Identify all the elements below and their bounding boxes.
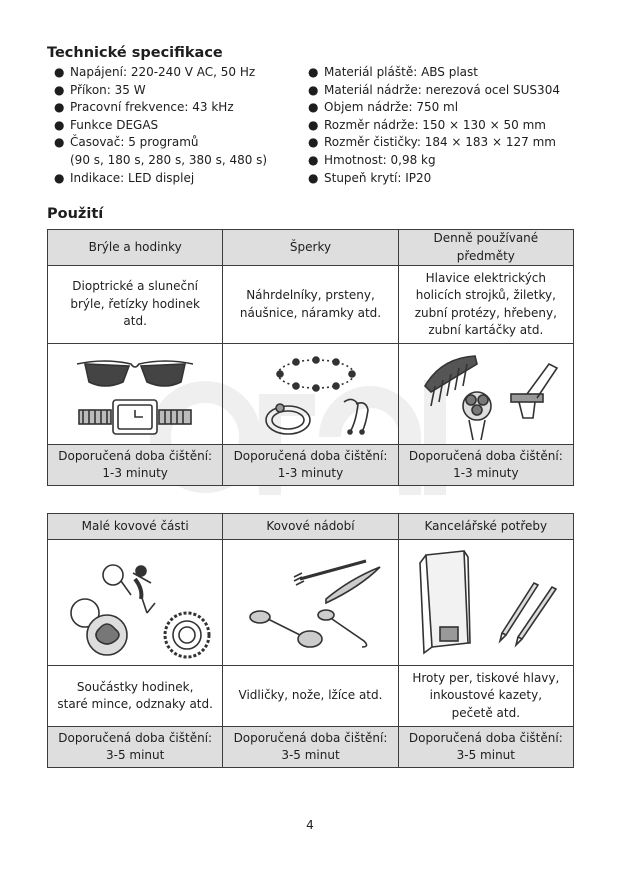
bullet-icon: ●: [308, 152, 319, 167]
image-cell: [398, 540, 573, 666]
cutlery-icon: [230, 543, 390, 663]
bullet-icon: ●: [308, 135, 319, 150]
bullet-icon: ●: [308, 82, 319, 97]
small-metal-parts-icon: [55, 543, 215, 663]
image-cell: [48, 344, 223, 445]
spec-item: ● Indikace: LED displej: [54, 170, 304, 188]
usage-table-1: [47, 229, 574, 486]
bullet-icon: ●: [54, 170, 65, 185]
table-cell: Součástky hodinek, staré mince, odznaky atd.: [48, 666, 223, 727]
table-cell: Hroty per, tiskové hlavy, inkoustové kazety, pečetě atd.: [398, 666, 573, 727]
spec-item: ● Časovač: 5 programů (90 s, 180 s, 280 s, 380 s, 480 s): [54, 134, 304, 169]
bullet-icon: ●: [308, 65, 319, 79]
table-cell: Hlavice elektrických holicích strojků, žiletky, zubní protézy, hřebeny, zubní kartáčky atd.: [398, 266, 573, 344]
bullet-icon: ●: [308, 117, 319, 132]
bullet-icon: ●: [54, 100, 65, 115]
table-cell: Doporučená doba čištění: 1-3 minuty: [48, 445, 223, 486]
image-cell: [48, 540, 223, 666]
bullet-icon: ●: [54, 65, 65, 79]
daily-items-icon: [411, 346, 561, 442]
glasses-and-watch-icon: [65, 346, 205, 442]
table-cell: Doporučená doba čištění: 1-3 minuty: [223, 445, 398, 486]
table-cell: Doporučená doba čištění: 3-5 minut: [48, 727, 223, 768]
spec-item: ● Rozměr čističky: 184 × 183 × 127 mm: [308, 134, 588, 152]
table-header: Brýle a hodinky: [48, 230, 223, 266]
spec-heading: Technické specifikace: [47, 45, 223, 61]
spec-item: ● Rozměr nádrže: 150 × 130 × 50 mm: [308, 117, 588, 135]
page-number: 4: [306, 818, 314, 832]
table-header: Denně používané předměty: [398, 230, 573, 266]
spec-list-right: [308, 64, 588, 187]
spec-item: ● Materiál nádrže: nerezová ocel SUS304: [308, 82, 588, 100]
bullet-icon: ●: [54, 117, 65, 132]
spec-item: ● Pracovní frekvence: 43 kHz: [54, 99, 304, 117]
usage-heading: Použití: [47, 206, 104, 222]
table-header: Kancelářské potřeby: [398, 514, 573, 540]
table-cell: Vidličky, nože, lžíce atd.: [223, 666, 398, 727]
spec-item: ● Objem nádrže: 750 ml: [308, 99, 588, 117]
bullet-icon: ●: [308, 100, 319, 115]
table-header: Kovové nádobí: [223, 514, 398, 540]
usage-table-2: [47, 513, 574, 768]
table-cell: Dioptrické a sluneční brýle, řetízky hodinek atd.: [48, 266, 223, 344]
bullet-icon: ●: [54, 82, 65, 97]
table-cell: Doporučená doba čištění: 3-5 minut: [223, 727, 398, 768]
spec-item: ● Hmotnost: 0,98 kg: [308, 152, 588, 170]
spec-item: ● Napájení: 220-240 V AC, 50 Hz: [54, 64, 304, 82]
office-supplies-icon: [406, 543, 566, 663]
jewelry-icon: [240, 346, 380, 442]
table-header: Šperky: [223, 230, 398, 266]
spec-list-left: [54, 64, 304, 187]
image-cell: [398, 344, 573, 445]
spec-item: ● Stupeň krytí: IP20: [308, 170, 588, 188]
table-cell: Náhrdelníky, prsteny, náušnice, náramky atd.: [223, 266, 398, 344]
table-header: Malé kovové části: [48, 514, 223, 540]
table-cell: Doporučená doba čištění: 1-3 minuty: [398, 445, 573, 486]
bullet-icon: ●: [308, 170, 319, 185]
bullet-icon: ●: [54, 135, 65, 150]
image-cell: [223, 540, 398, 666]
timer-programs-detail: (90 s, 180 s, 280 s, 380 s, 480 s): [70, 152, 268, 167]
image-cell: [223, 344, 398, 445]
table-cell: Doporučená doba čištění: 3-5 minut: [398, 727, 573, 768]
spec-item: ● Příkon: 35 W: [54, 82, 304, 100]
spec-item: ● Materiál pláště: ABS plast: [308, 64, 588, 82]
spec-item: ● Funkce DEGAS: [54, 117, 304, 135]
